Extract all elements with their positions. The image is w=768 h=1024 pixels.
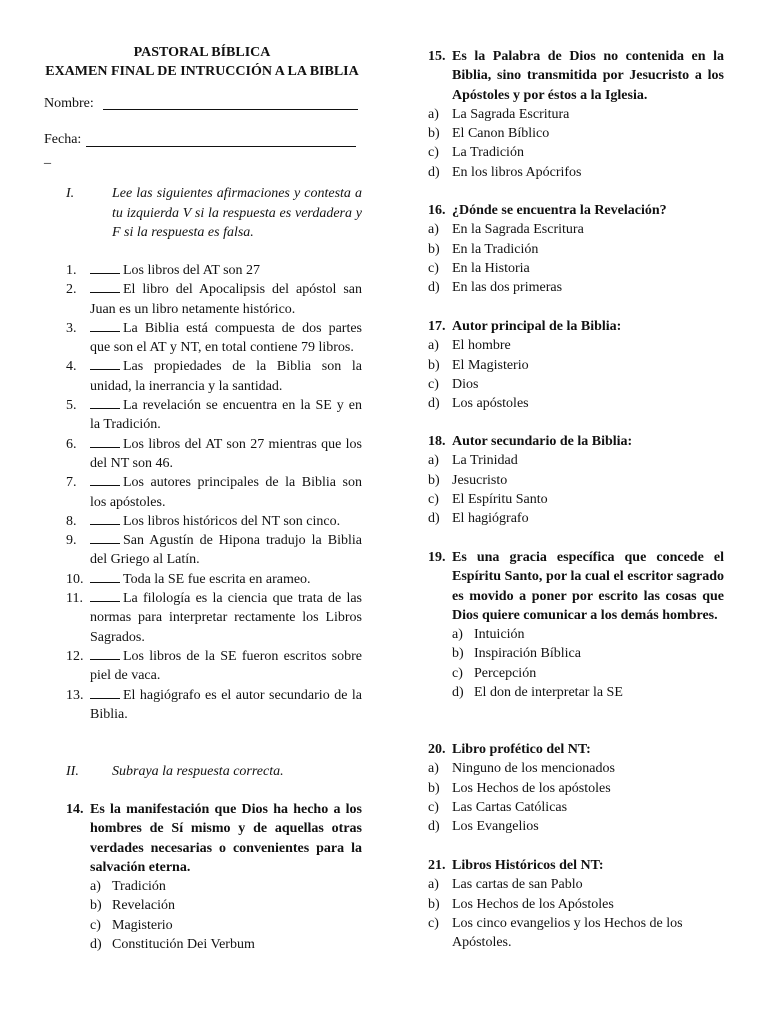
tf-item-text: Los libros de la SE fueron escritos sobre piel de vaca. <box>90 648 362 684</box>
question-statement: Autor principal de la Biblia: <box>452 319 622 334</box>
option-c[interactable] <box>428 914 724 953</box>
option-text: En la Sagrada Escritura <box>452 222 584 238</box>
option-d[interactable] <box>428 163 724 182</box>
tf-item-text: La Biblia está compuesta de dos partes que son el AT y NT, en total contiene 79 libros. <box>90 320 362 356</box>
option-text: El Magisterio <box>452 357 529 373</box>
option-text: El Canon Bíblico <box>452 126 550 142</box>
tf-item-text: La filología es la ciencia que trata de las normas para interpretar rectamente los Libros Sagrados. <box>90 591 362 645</box>
tf-item-12 <box>66 647 362 686</box>
question-statement: Es una gracia específica que concede el Espíritu Santo, por la cual el escritor sagrado es movido a poner por escrito las cosas que Dios quiere comunicar a los demás hombres. <box>452 550 724 623</box>
option-letter: b) <box>428 241 440 257</box>
tf-item-number: 9. <box>66 533 77 549</box>
option-letter: b) <box>452 646 464 662</box>
option-text: Jesucristo <box>452 472 508 488</box>
question-text <box>428 548 724 625</box>
answer-blank[interactable] <box>90 261 120 274</box>
option-letter: a) <box>428 338 439 354</box>
option-text: La Trinidad <box>452 453 518 469</box>
answer-blank[interactable] <box>90 589 120 602</box>
tf-item-text: Los libros del AT son 27 <box>123 263 261 278</box>
question-18 <box>428 432 724 528</box>
option-text: En la Tradición <box>452 241 539 257</box>
question-text <box>428 317 724 336</box>
option-letter: b) <box>90 898 102 914</box>
option-b[interactable] <box>428 356 724 375</box>
option-a[interactable] <box>428 336 724 355</box>
tf-item-text: La revelación se encuentra en la SE y en la Tradición. <box>90 398 362 433</box>
option-c[interactable] <box>428 664 724 683</box>
option-c[interactable] <box>428 798 724 817</box>
option-text: Ninguno de los mencionados <box>452 761 615 777</box>
nombre-label: Nombre: <box>44 96 94 111</box>
option-letter: c) <box>428 491 439 507</box>
tf-item-text: Los libros del AT son 27 mientras que los del NT son 46. <box>90 436 362 471</box>
option-letter: d) <box>90 937 102 953</box>
tf-item-7 <box>66 473 362 512</box>
question-number: 14. <box>66 802 84 817</box>
option-text: En las dos primeras <box>452 280 563 296</box>
option-a[interactable] <box>428 220 724 239</box>
question-text <box>428 47 724 105</box>
question-20 <box>428 740 724 836</box>
option-letter: a) <box>428 222 439 238</box>
option-c[interactable] <box>428 259 724 278</box>
tf-item-text: Las propiedades de la Biblia son la unidad, la inerrancia y la santidad. <box>90 359 362 394</box>
option-d[interactable] <box>428 817 724 836</box>
nombre-answer-line[interactable] <box>103 109 358 110</box>
option-d[interactable] <box>66 935 362 954</box>
option-b[interactable] <box>428 779 724 798</box>
option-text: Percepción <box>474 665 537 681</box>
section-1-numeral: I. <box>66 186 75 201</box>
option-letter: a) <box>428 761 439 777</box>
section-1-instruction <box>0 184 380 246</box>
question-text <box>428 740 724 759</box>
option-letter: c) <box>428 799 439 815</box>
tf-item-4 <box>66 357 362 396</box>
option-text: Revelación <box>112 898 175 914</box>
tf-item-number: 10. <box>66 571 84 587</box>
question-statement: Es la manifestación que Dios ha hecho a los hombres de Sí mismo y de aquellas otras verdades necesarias o convenientes para la salvación eterna. <box>90 802 362 875</box>
answer-blank[interactable] <box>90 570 120 583</box>
question-21 <box>428 856 724 952</box>
option-c[interactable] <box>428 490 724 509</box>
option-text: Las cartas de san Pablo <box>452 877 583 893</box>
option-letter: a) <box>90 879 101 895</box>
option-text: El Espíritu Santo <box>452 491 548 507</box>
section-1-instruction-text: Lee las siguientes afirmaciones y contesta a tu izquierda V si la respuesta es verdadera y F si la respuesta es falsa. <box>112 186 362 240</box>
question-number: 20. <box>428 742 446 757</box>
answer-blank[interactable] <box>90 357 120 370</box>
option-c[interactable] <box>66 916 362 935</box>
option-letter: c) <box>90 917 101 933</box>
question-number: 21. <box>428 858 446 873</box>
tf-item-number: 13. <box>66 687 84 703</box>
answer-blank[interactable] <box>90 531 120 544</box>
option-text: Los Hechos de los Apóstoles <box>452 896 614 912</box>
option-text: En la Historia <box>452 260 530 276</box>
option-a[interactable] <box>428 451 724 470</box>
tf-item-2 <box>66 280 362 319</box>
answer-blank[interactable] <box>90 319 120 332</box>
question-statement: Autor secundario de la Biblia: <box>452 434 633 449</box>
section-2-numeral: II. <box>66 764 79 779</box>
question-17 <box>428 317 724 413</box>
option-letter: c) <box>428 145 439 161</box>
tf-item-number: 4. <box>66 359 77 375</box>
tf-item-9 <box>66 531 362 570</box>
option-d[interactable] <box>428 683 724 702</box>
question-number: 19. <box>428 550 446 565</box>
option-b[interactable] <box>428 895 724 914</box>
tf-item-text: San Agustín de Hipona tradujo la Biblia del Griego al Latín. <box>90 533 362 568</box>
tf-item-number: 7. <box>66 475 77 491</box>
fecha-line-continuation: _ <box>44 151 51 166</box>
option-text: Intuición <box>474 627 525 643</box>
answer-blank[interactable] <box>90 512 120 525</box>
option-d[interactable] <box>428 278 724 297</box>
option-b[interactable] <box>428 644 724 663</box>
section-2-instruction <box>0 762 380 784</box>
question-14 <box>66 800 362 954</box>
answer-blank[interactable] <box>90 473 120 486</box>
tf-item-8 <box>66 512 362 531</box>
option-letter: a) <box>428 106 439 122</box>
question-16 <box>428 201 724 297</box>
option-d[interactable] <box>428 509 724 528</box>
option-letter: d) <box>428 164 440 180</box>
option-letter: a) <box>428 453 439 469</box>
question-statement: Libro profético del NT: <box>452 742 591 757</box>
option-a[interactable] <box>428 105 724 124</box>
option-b[interactable] <box>66 896 362 915</box>
answer-blank[interactable] <box>90 647 120 660</box>
option-letter: a) <box>428 877 439 893</box>
question-statement: Libros Históricos del NT: <box>452 858 604 873</box>
option-letter: c) <box>452 665 463 681</box>
option-letter: d) <box>428 819 440 835</box>
option-letter: b) <box>428 780 440 796</box>
fecha-answer-line[interactable] <box>86 146 356 147</box>
option-a[interactable] <box>66 877 362 896</box>
tf-item-11 <box>66 589 362 647</box>
option-text: Los Evangelios <box>452 819 539 835</box>
option-a[interactable] <box>428 625 724 644</box>
tf-item-number: 6. <box>66 436 77 452</box>
tf-item-number: 1. <box>66 263 77 278</box>
tf-item-number: 11. <box>66 591 83 607</box>
tf-item-text: Toda la SE fue escrita en arameo. <box>123 571 311 587</box>
option-letter: d) <box>428 280 440 296</box>
tf-item-6 <box>66 435 362 474</box>
option-c[interactable] <box>428 375 724 394</box>
tf-item-number: 5. <box>66 398 77 414</box>
answer-blank[interactable] <box>90 435 120 448</box>
answer-blank[interactable] <box>90 396 120 409</box>
tf-item-number: 3. <box>66 320 77 336</box>
tf-item-10 <box>66 570 362 589</box>
question-statement: Es la Palabra de Dios no contenida en la Biblia, sino transmitida por Jesucristo a los Apóstoles y por éstos a la Iglesia. <box>452 49 724 103</box>
question-text <box>428 201 724 220</box>
option-text: Constitución Dei Verbum <box>112 937 255 953</box>
option-text: Los cinco evangelios y los Hechos de los Apóstoles. <box>452 915 683 951</box>
tf-item-text: Los libros históricos del NT son cinco. <box>123 513 341 529</box>
tf-item-number: 2. <box>66 282 77 298</box>
option-letter: b) <box>428 472 440 488</box>
tf-item-number: 8. <box>66 513 77 529</box>
option-text: La Tradición <box>452 145 524 161</box>
option-letter: d) <box>452 685 464 701</box>
exam-title-main: EXAMEN FINAL DE INTRUCCIÓN A LA BIBLIA <box>45 64 359 79</box>
option-letter: c) <box>428 915 439 931</box>
fecha-label: Fecha: <box>44 132 82 147</box>
question-text <box>428 856 724 875</box>
option-letter: d) <box>428 396 440 412</box>
option-letter: d) <box>428 511 440 527</box>
option-text: La Sagrada Escritura <box>452 106 570 122</box>
option-text: Las Cartas Católicas <box>452 799 568 815</box>
tf-item-text: El hagiógrafo es el autor secundario de la Biblia. <box>90 687 362 722</box>
option-text: El hagiógrafo <box>452 511 529 527</box>
option-letter: c) <box>428 376 439 392</box>
exam-title-pastoral: PASTORAL BÍBLICA <box>133 45 271 60</box>
question-number: 18. <box>428 434 446 449</box>
option-d[interactable] <box>428 394 724 413</box>
option-letter: b) <box>428 126 440 142</box>
question-number: 16. <box>428 203 446 218</box>
true-false-list <box>66 261 362 724</box>
option-text: Inspiración Bíblica <box>474 646 581 662</box>
section-2-instruction-text: Subraya la respuesta correcta. <box>112 764 284 779</box>
question-19 <box>428 548 724 702</box>
option-text: En los libros Apócrifos <box>452 164 582 180</box>
option-b[interactable] <box>428 240 724 259</box>
option-letter: a) <box>452 627 463 643</box>
tf-item-5 <box>66 396 362 435</box>
option-text: Los apóstoles <box>452 396 529 412</box>
option-text: El hombre <box>452 338 511 354</box>
option-text: Tradición <box>112 879 166 895</box>
question-number: 15. <box>428 49 446 64</box>
question-text <box>428 432 724 451</box>
option-b[interactable] <box>428 471 724 490</box>
option-text: El don de interpretar la SE <box>474 685 623 701</box>
option-b[interactable] <box>428 124 724 143</box>
tf-item-text: El libro del Apocalipsis del apóstol san Juan es un libro netamente histórico. <box>90 282 362 317</box>
option-letter: c) <box>428 260 439 276</box>
answer-blank[interactable] <box>90 686 120 699</box>
question-number: 17. <box>428 319 446 334</box>
answer-blank[interactable] <box>90 280 120 293</box>
tf-item-text: Los autores principales de la Biblia son los apóstoles. <box>90 475 362 510</box>
question-15 <box>428 47 724 182</box>
option-letter: b) <box>428 357 440 373</box>
question-statement: ¿Dónde se encuentra la Revelación? <box>452 203 667 218</box>
option-letter: b) <box>428 896 440 912</box>
tf-item-1 <box>66 261 362 280</box>
option-a[interactable] <box>428 875 724 894</box>
tf-item-number: 12. <box>66 648 84 664</box>
tf-item-3 <box>66 319 362 358</box>
question-text <box>66 800 362 877</box>
option-text: Magisterio <box>112 917 173 933</box>
tf-item-13 <box>66 686 362 725</box>
option-text: Dios <box>452 376 479 392</box>
option-text: Los Hechos de los apóstoles <box>452 780 611 796</box>
option-a[interactable] <box>428 759 724 778</box>
option-c[interactable] <box>428 143 724 162</box>
